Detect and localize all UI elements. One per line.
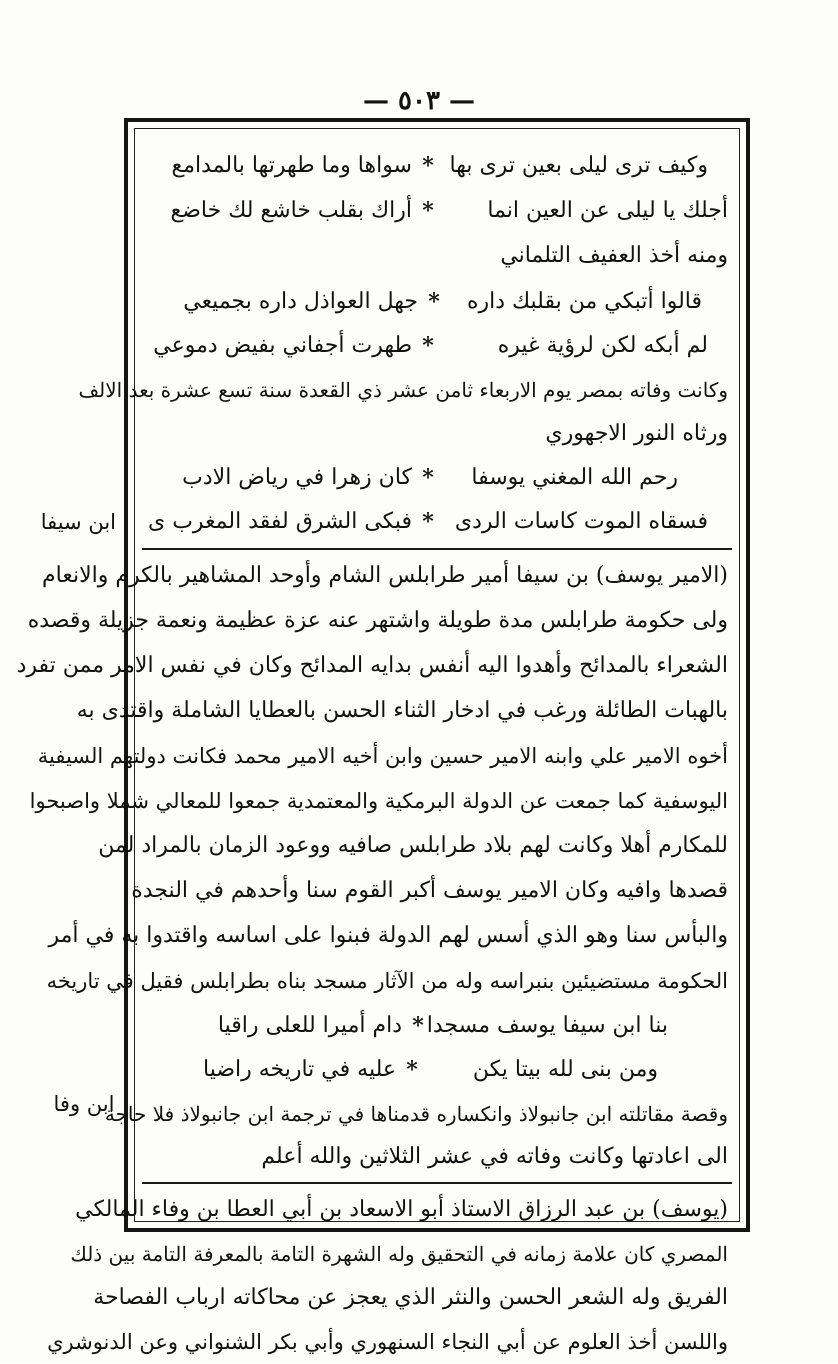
entry-line: واللسن أخذ العلوم عن أبي النجاء السنهوري وأبي بكر الشنواني وعن الدنوشري: [47, 1330, 728, 1354]
entry-line: قصدها وافيه وكان الامير يوسف أكبر القوم سنا وأحدهم في النجدة: [131, 878, 728, 903]
verse-line: [146, 324, 728, 368]
entry-divider: [142, 1182, 732, 1184]
entry-line: للمكارم أهلا وكانت لهم بلاد طرابلس صافيه ووعود الزمان بالمراد لمن: [98, 833, 728, 858]
verse-hemistich-left: دام أميرا للعلى راقيا: [217, 1013, 402, 1038]
death-line: وكانت وفاته بمصر يوم الاربعاء ثامن عشر ذي القعدة سنة تسع عشرة بعد الالف: [78, 378, 728, 402]
page-frame: [16, 118, 750, 1354]
verse-separator: *: [412, 1013, 424, 1039]
verse-hemistich-left: فبكى الشرق لفقد المغرب ى: [148, 509, 412, 534]
verse-line: [146, 144, 728, 188]
verse-separator: *: [428, 289, 440, 315]
verse-separator: *: [422, 509, 434, 535]
death-line: ورثاه النور الاجهوري: [545, 421, 728, 446]
verse-hemistich-left: أراك بقلب خاشع لك خاضع: [170, 198, 412, 223]
verse-hemistich-right: أجلك يا ليلى عن العين انما: [487, 198, 728, 223]
verse-hemistich-left: جهل العواذل داره بجميعي: [183, 289, 418, 314]
verse-hemistich-left: سواها وما طهرتها بالمدامع: [171, 153, 412, 178]
entry-line: المصري كان علامة زمانه في التحقيق وله الشهرة التامة بالمعرفة التامة بين ذلك: [70, 1242, 728, 1266]
verse-hemistich-right: ومن بنى لله بيتا يكن: [472, 1057, 658, 1082]
entry-line: الفريق وله الشعر الحسن والنثر الذي يعجز عن محاكاته ارباب الفصاحة: [93, 1285, 728, 1310]
verse-separator: *: [422, 333, 434, 359]
page-number: — ٥٠٣ —: [362, 86, 476, 116]
verse-separator: *: [422, 153, 434, 179]
margin-note-ibn-wafa: ابن وفا: [53, 1092, 115, 1116]
entry-line: الشعراء بالمدائح وأهدوا اليه أنفس بدايه المدائح وكان في نفس الامر ممن تفرد: [16, 653, 728, 678]
entry-divider: [142, 548, 732, 550]
entry-line: بالهبات الطائلة ورغب في ادخار الثناء الحسن بالعطايا الشاملة واقتدى به: [76, 698, 728, 723]
margin-note-ibn-sayfa: ابن سيفا: [40, 510, 116, 534]
entry-line: الى اعادتها وكانت وفاته في عشر الثلاثين والله أعلم: [261, 1144, 728, 1169]
verse-line: [146, 1048, 728, 1092]
verse-hemistich-right: بنا ابن سيفا يوسف مسجدا: [426, 1013, 668, 1038]
verse-separator: *: [422, 465, 434, 491]
entry-line: الحكومة مستضيئين بنبراسه وله من الآثار مسجد بناه بطرابلس فقيل في تاريخه: [46, 969, 728, 993]
verse-line: [146, 280, 728, 324]
verse-line: [146, 1004, 728, 1048]
verse-separator: *: [406, 1057, 418, 1083]
verse-hemistich-right: وكيف ترى ليلى بعين ترى بها: [449, 153, 708, 178]
verse-hemistich-right: قالوا أتبكي من بقلبك داره: [466, 289, 702, 314]
entry-line: (يوسف) بن عبد الرزاق الاستاذ أبو الاسعاد بن أبي العطا بن وفاء المالكي: [75, 1197, 728, 1222]
verse-separator: *: [422, 198, 434, 224]
entry-line: وقصة مقاتلته ابن جانبولاذ وانكساره قدمناها في ترجمة ابن جانبولاذ فلا حاجة: [104, 1102, 728, 1126]
verse-line: [146, 189, 728, 233]
verse-line: [146, 456, 728, 500]
verse-hemistich-left: طهرت أجفاني بفيض دموعي: [153, 333, 412, 358]
verse-hemistich-left: عليه في تاريخه راضيا: [202, 1057, 396, 1082]
entry-line: اليوسفية كما جمعت عن الدولة البرمكية والمعتمدية جمعوا للمعالي شملا واصبحوا: [29, 789, 728, 813]
entry-line: أخوه الامير علي وابنه الامير حسين وابن أخيه الامير محمد فكانت دولتهم السيفية: [37, 744, 728, 768]
entry-line: (الامير يوسف) بن سيفا أمير طرابلس الشام وأوحد المشاهير بالكرم والانعام: [42, 563, 728, 588]
verse-hemistich-right: لم أبكه لكن لرؤية غيره: [497, 333, 708, 358]
verse-hemistich-right: رحم الله المغني يوسفا: [471, 465, 678, 490]
intro-line: ومنه أخذ العفيف التلماني: [500, 243, 728, 268]
entry-line: ولى حكومة طرابلس مدة طويلة واشتهر عنه عزة عظيمة ونعمة جزيلة وقصده: [27, 608, 728, 633]
entry-line: والبأس سنا وهو الذي أسس لهم الدولة فبنوا على اساسه واقتدوا به في أمر: [48, 923, 728, 948]
verse-hemistich-left: كان زهرا في رياض الادب: [182, 465, 412, 490]
verse-line: [146, 500, 728, 544]
verse-hemistich-right: فسقاه الموت كاسات الردى: [454, 509, 708, 534]
